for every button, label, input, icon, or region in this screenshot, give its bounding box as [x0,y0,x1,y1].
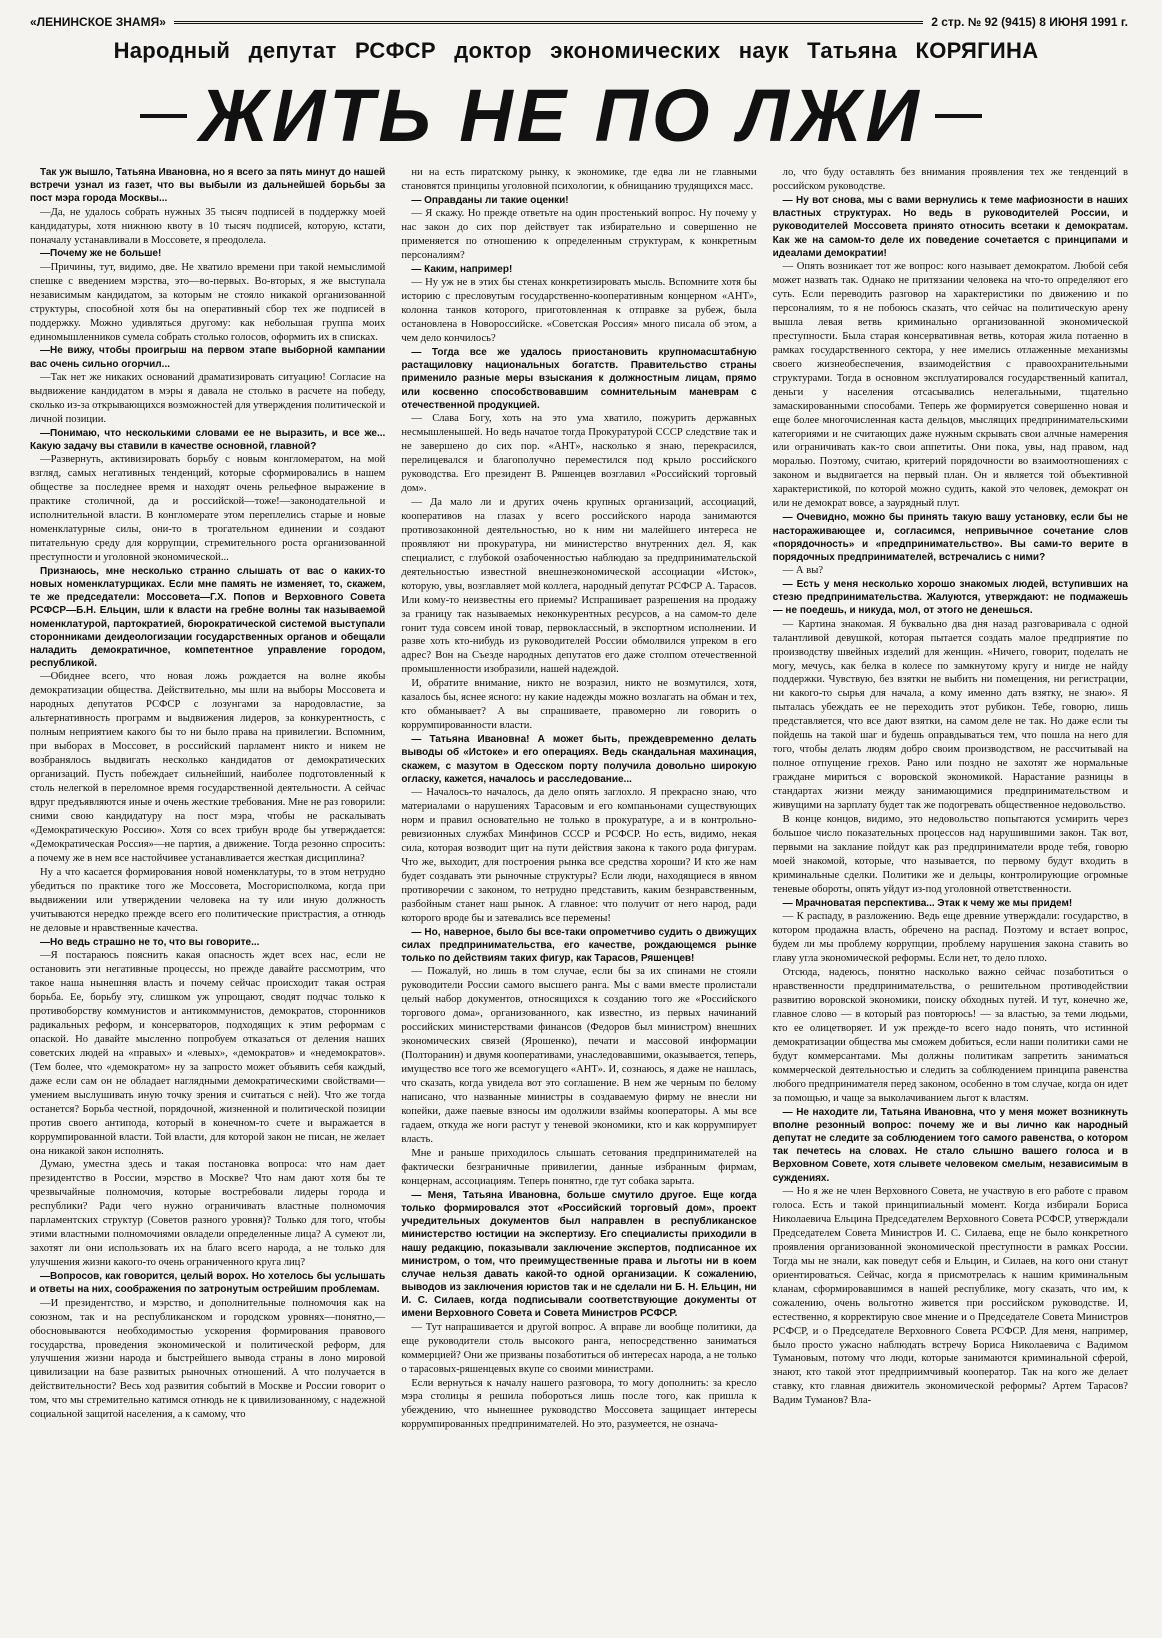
interview-answer: —Развернуть, активизировать борьбу с новым конгломератом, на мой взгляд, самых негативных тенденций, которые сформировались в нашем обществе за последнее время и находят очень рельефное выражение в практике столичной, да и российской—тоже!—законодательной и исполнительной власти. В конгломерате этом переплелись старые и новые номенклатурные силы, они-то в трогательном единении и создают питательную среду для коррупции, стремительного роста организованной преступности и уголовной экономической... [30,454,386,563]
interview-question: —Но ведь страшно не то, что вы говорите... [40,936,260,948]
interview-answer: — Пожалуй, но лишь в том случае, если бы за их спинами не стояли руководители России самого высшего ранга. Мы с вами вместе пролистали целый набор документов, относящихся к созданию того же «Российского торгового дома», организованного, как известно, из первых начинаний российских министерствами финансов (Федоров был министром) внешних экономических связей (Ярошенко), печати и массовой информации (Полторанин) и двумя кооперативами, унаследовавшими, оказывается, теперь, имущество все того же всемогущего «АНТ». И, сознаюсь, я даже не нашлась, что сказать, когда увидела вот это соглашение. В нем же черным по белому написано, что названные министры в создаваемую фирму не внесли ни копейки, даже паевые взносы им одолжили взаймы кооператоры. А мы все гадаем, откуда же ноги растут у теневой экономики, кто и как коррумпирует власть. [401,966,757,1145]
interview-question: — Но, наверное, было бы все-таки опрометчиво судить о движущих силах предпринимательства, его качестве, рождающемся рынке только по действиям таких фигур, как Тарасов, Ряшенцев! [401,926,757,965]
interview-question: — Оправданы ли такие оценки! [411,194,569,206]
headline-left-rule [140,114,187,118]
interview-answer: И, обратите внимание, никто не возразил, никто не возмутился, хотя, казалось бы, яснее ясного: ну какие надежды можно возлагать на обман и тех, кто обманывает? А вы спрашиваете, правомерно ли говорить о коррумпированности власти. [401,678,757,732]
interview-question: — Каким, например! [411,264,513,275]
interview-question: —Понимаю, что несколькими словами ее не выразить, и все же... Какую задачу вы ставили в качестве основной, главной? [30,427,386,452]
interview-answer: —И президентство, и мэрство, и дополнительные полномочия как на союзном, так и на республиканском и городском уровнях—понятно,—обосновываются необходимостью ускорения формирования правового государства, проведения экономической и политической реформ, для улучшения жизни народа и быстрейшего вывода страны в лоно мировой цивилизации на базе развитых рыночных отношений. А что получается в действительности? Весь ход развития событий в Москве и России говорит о том, что мы стремительно катимся отнюдь не к цивилизованному, с надежной социальной защитой населения, а к самому, что [30,1297,386,1421]
interview-answer: Мне и раньше приходилось слышать сетования предпринимателей на фактически безграничные привилегии, данные избранным фирмам, концернам, ассоциациям. Теперь понятно, где тут собака зарыта. [401,1147,757,1187]
interview-answer: Думаю, уместна здесь и такая постановка вопроса: что нам дает президентство в России, мэрство в Москве? Что нам дают хотя бы те чрезвычайные полномочия, которые востребовали лидеры города и республики? Ради чего нужно ограничивать властные полномочия парламентских структур (Советов разного уровня)? Только для того, чтобы этими властными полномочиями овладели определенные лица? А сумеют ли, захотят ли они использовать их на благо всего народа, а не только для улучшения жизни какого-то очень ограниченного круга лиц? [30,1159,386,1269]
masthead [30,10,1128,34]
interview-answer: —Обиднее всего, что новая ложь рождается на волне якобы демократизации общества. Действительно, мы шли на выборы Моссовета и народных депутатов РСФСР с лозунгами за народовластие, за альтернативность программ и выдвижения лидеров, за конкурентность, с полным неприятием какого бы то ни было права на привилегии. Вспомним, при выборах в Моссовет, в российский парламент никто и никем не возбранялось выдвигать несколько кандидатов от демократических организаций. Пусть побеждает сильнейший, наиболее подготовленный к столь нелегкой в переломное время государственной деятельности. А сейчас вдруг предъявляются иные и очень жесткие требования. Мне не раз говорили: сними свою кандидатуру на пост мэра, чтобы не раскалывать «Демократическую Россию». Хотя со всех трибун вроде бы утверждается: «Демократическая Россия»—не партия, а движение. Тогда резонно спросить: а почему же в нем все настойчивее устанавливается жесткая дисциплина? [30,671,386,864]
interview-answer: —Я постараюсь пояснить какая опасность ждет всех нас, если не остановить эти негативные процессы, но прежде давайте рассмотрим, что такое наша нынешняя власть и почему сейчас происходит такая острая борьба. Ее, борьбу эту, слишком уж упрощают, сводят подчас только к противоборству коммунистов и антикоммунистов, демократов, сторонников радикальных реформ, и консерваторов, подходящих к этим реформам с опаской. Но давайте мысленно попробуем отказаться от деления наших советских людей на «правых» и «левых», «демократов» и «недемократов». (Тем более, что «демократом» ну за запросто может объявить себя каждый, даже если сам он не обладает наглядными демократическими свойствами—умением выслушивать иную точку зрения и считаться с ней). Что же тогда останется? Борьба честной, порядочной, жизненной и политической позиции против своего антипода, который в конечном-то счете и выражается в коррумпированной власти. Той власти, для которой закон не писан, не желает она никакой закон исполнять. [30,949,386,1157]
interview-answer: — Но я же не член Верховного Совета, не участвую в его работе с правом голоса. Есть и такой принципиальный момент. Когда избирали Бориса Николаевича Ельцина Председателем Верховного Совета РСФСР, утверждали Председателем Совета Министров И. С. Силаева, еще не было конкретного проявления организованной экономической преступности в рамках России. Тогда мы не знали, как поведут себя и Ельцин, и Силаев, на кого они станут ориентироваться. Сейчас, когда я присмотрелась к нашим криминальным кланам, сформировавшимся в нашей республике, могу сказать, что им, к сожалению, очень вольготно живется при российском руководстве. И, естественно, я корректирую свое мнение и о Председателе Совета Министров РСФСР, и о Председателе Верховного Совета РСФСР. Для меня, например, было просто ужасно наблюдать встречу Бориса Николаевича с Вадимом Тумановым, потому что люди, которые занимаются криминальной сферой, знают, кто такой этот предприимчивый кооператор. Так на кого же делает ставку, кто главная движитель экономической реформы? Артем Тарасов? Вадим Туманов? Вла- [772,1185,1128,1407]
issue-info: 2 стр. № 92 (9415) 8 ИЮНЯ 1991 г. [931,15,1128,29]
interview-answer: — К распаду, в разложению. Ведь еще древние утверждали: государство, в котором продажна власть, обречено на распад. Поэтому и встает вопрос, будем ли мы проблему коррупции, проблему нарушения закона ставить во главу угла экономической реформы. Если нет, то дело плохо. [772,911,1128,965]
interview-question: — Мрачноватая перспектива... Этак к чему же мы придем! [782,897,1073,909]
interview-answer: — Картина знакомая. Я буквально два дня назад разговаривала с одной талантливой девушкой, которая пытается создать малое предприятие по производству швейных изделий для женщин. «Ничего, говорит, поделать не могу, мечусь, как белка в колесе по замкнутому кругу и нигде не найду поддержки. Чувствую, без взятки не выбить ни помещения, ни регистрации, ни какого-то сырья для начала, а кому именно дать взятку, не знаю». Я пыталась убеждать ее не переходить этот рубикон. Тебе, говорю, лишь представляется, что все дают взятки, на самом деле не так. Но даже если ты пойдешь на такой шаг и будешь оправдываться тем, что пошла на него для того, чтобы делать людям добро своим производством, не рассчитывай на полное отпущение грехов. Рано или поздно не захотят же нормальные граждане мириться с воровской экономикой. Нарастание разницы в стандартах жизни между занимающимися предпринимательством и живущими на зарплату будет так же подогревать общественное недовольство. [772,618,1128,812]
interview-answer: — Началось-то началось, да дело опять заглохло. Я прекрасно знаю, что материалами о нарушениях Тарасовым и его компаньонами существующих норм и правил основательно не только в прокуратуре, а и в контрольно-ревизионных службах Минфинов СССР и РСФСР. Но есть, видимо, некая сила, которая возводит щит на пути действия закона к такого рода фигурам. Что же, выходит, для построения рынка все средства хороши? И кто же нам будет создавать эти рыночные структуры? Если люди, находящиеся в явном противоречии с законом, то нетрудно представить, каким безнравственным, разбойным станет наш рынок. А главное: что получит от него народ, ради которого вроде бы и затевались все перемены! [401,787,757,924]
newspaper-name: «ЛЕНИНСКОЕ ЗНАМЯ» [30,15,166,29]
interview-answer: — Я скажу. Но прежде ответьте на один простенький вопрос. Ну почему у нас закон до сих пор действует так избирательно и совершенно не применяется по отношению к определенным структурам, к конкретным персоналиям? [401,208,757,262]
interview-question: Так уж вышло, Татьяна Ивановна, но я всего за пять минут до нашей встречи узнал из газет, что вы выбыли из дальнейшей борьбы за пост мэра города Москвы... [30,167,386,205]
interview-answer: В конце концов, видимо, это недовольство попытаются усмирить через большое число показательных процессов над нарушившими закон. Так вот, первыми на заклание пойдут как раз предприниматели вроде тебя, говорю моей знакомой, которые, что называется, по первому будут входить в криминальные сделки. Политики же и дельцы, контролирующие огромные теневые обороты, опять уйдут из-под уголовной ответственности. [772,814,1128,895]
interview-answer: ни на есть пиратскому рынку, к экономике, где едва ли не главными становятся принципы уголовной психологии, к обнищанию трудящихся масс. [401,167,757,192]
interview-question: — Тогда все же удалось приостановить крупномасштабную растащиловку национальных богатств. Правительство страны применило разные меры взыскания к должностным лицам, прямо или косвенно способствовавшим сомнительным маневрам с отечественной продукцией. [401,347,757,411]
interview-answer: Отсюда, надеюсь, понятно насколько важно сейчас позаботиться о нравственности предпринимательства, о решительном противодействии развитию воровской экономики, поиску обходных путей. И тут, конечно же, главное слово — в который раз повторюсь! — за властью, за теми людьми, кто ее олицетворяет. И уж прежде-то всего надо понять, что истинной демократизации общества мы сможем добиться, если наши политики сами не будут коммерсантами. Мы должны политикам запретить заниматься коммерческой деятельностью и следить за соблюдением принципа равенства любого предпринимателя перед законом, особенно в том случае, когда он идет за помощью, и чаще за выколачиванием льгот к властям. [772,967,1128,1104]
author-byline: Народный депутат РСФСР доктор экономических наук Татьяна КОРЯГИНА [113,38,1039,63]
interview-answer: — Ну уж не в этих бы стенах конкретизировать мысль. Вспомните хотя бы историю с пресловутым государственно-кооперативным концерном «АНТ», колонна танков которого, приготовленная к отправке за рубеж, была остановлена в Новороссийске. «Советская Россия» много писала об этом, а чем дело кончилось? [401,277,757,345]
interview-answer: — Да мало ли и других очень крупных организаций, ассоциаций, кооперативов на глазах у всего российского народа занимаются противозаконной деятельностью, но к ним ни малейшего интереса не проявляют ни прокуратура, ни министерство внутренних дел. Я, как специалист, с глубокой озабоченностью наблюдаю за предпринимательской деятельностью известной внешнеэкономической ассоциации «Исток», которую, увы, возглавляет мой коллега, народный депутат РСФСР А. Тарасов. Или кому-то неизвестны его приемы? Испрашивает разрешения на продажу за границу так называемых неконкурентных ресурсов, а на самом-то деле гонит туда совсем иной товар, первоклассный, в экспортном исполнении. И разве хоть кто-нибудь из руководителей России обмолвился упреком в его адрес? Вон на Съезде народных депутатов его даже столпом отечественной промышленности изобразили, нашей надеждой. [401,496,757,676]
interview-question: Признаюсь, мне несколько странно слышать от вас о каких-то новых номенклатурщиках. Если мне память не изменяет, то, скажем, те же председатели: Моссовета—Г.Х. Попов и Верховного Совета РСФСР—Б.Н. Ельцин, шли к власти на гребне волны так называемой номенклатурой, партократией, бюрократической системой выступали сторонниками деидеологизации государственных органов и обещали наладить демократичное, компетентное управление городом, республикой. [30,565,386,670]
headline-right-rule [935,114,982,118]
interview-answer: —Причины, тут, видимо, две. Не хватило времени при такой немыслимой спешке с введением мэрства, это—во-первых. Во-вторых, я же выступала независимым кандидатом, за которым не стояло никакой организованной структуры, способной хотя бы на оперативный сбор тех же подписей в поддержку. Можно удивляться другому: как небольшая группа моих единомышленников сумела собрать столько голосов, оформить их в списках. [30,261,386,343]
article-column-1 [30,166,385,1634]
interview-question: — Меня, Татьяна Ивановна, больше смутило другое. Еще когда только формировался этот «Российский торговый дом», проект учредительных документов был направлен в республиканское министерство юстиции на экспертизу. Его специалисты приходили в нашу редакцию, показывали заключение экспертов, подписанное их министром, о том, что преимущественные права и льготы ни в коем случае нельзя давать какой-то одной организации. К сожалению, выводов из заключения юристов так и не сделали ни Б. Н. Ельцин, ни И. С. Силаев, когда подписывали соответствующие документы от имени Верховного Совета и Совета Министров РСФСР. [401,1189,757,1320]
headline: ЖИТЬ НЕ ПО ЛЖИ [199,74,923,157]
article-column-2 [401,166,756,1634]
interview-question: —Почему же не больше! [40,248,162,260]
interview-question: —Не вижу, чтобы проигрыш на первом этапе выборной кампании вас очень сильно огорчил... [30,345,386,370]
article-body [30,166,1128,1634]
interview-answer: ло, что буду оставлять без внимания проявления тех же тенденций в российском руководстве. [772,167,1128,192]
interview-question: — Ну вот снова, мы с вами вернулись к теме мафиозности в наших властных структурах. Но ведь в руководителей России, и руководителей Моссовета принято относить всетаки к демократам. Как же на самом-то деле их поведение сочетается с принципами и идеалами демократии! [772,194,1128,259]
interview-question: —Вопросов, как говорится, целый ворох. Но хотелось бы услышать и ответы на них, соображения по затронутым острейшим проблемам. [30,1271,386,1296]
interview-answer: —Так нет же никаких оснований драматизировать ситуацию! Согласие на выдвижение кандидатом в мэры я давала не столько в расчете на победу, сколько из-за открывающихся возможностей для утверждения политической и личной позиции. [30,371,386,425]
interview-question: — Есть у меня несколько хорошо знакомых людей, вступивших на стезю предпринимательства. Жалуются, утверждают: не подмажешь — не поедешь, и никуда, мол, от этого не денешься. [772,579,1128,617]
interview-answer: — Тут напрашивается и другой вопрос. А вправе ли вообще политики, да еще руководители столь высокого ранга, непосредственно заниматься коммерцией? Они же призваны позаботиться об интересах народа, а не только о тарасовых-ряшенцевых вкупе со своими министрами. [401,1321,757,1375]
article-column-3 [773,166,1128,1634]
interview-answer: Ну а что касается формирования новой номенклатуры, то в этом нетрудно убедиться по практике того же Моссовета, Мосгорисполкома, когда при выдвижении или утверждении человека на ту или иную должность учитываются нередко прежде всего его политические пристрастия, а отнюдь не деловые и нравственные качества. [30,866,386,934]
headline-row [140,74,982,157]
interview-answer: Если вернуться к началу нашего разговора, то могу дополнить: за кресло мэра столицы я решила побороться лишь после того, как пришла к убеждению, что нынешнее руководство Моссовета защищает интересы коррумпированных предпринимателей. Но это, разумеется, не означа- [401,1377,757,1431]
interview-question: — Татьяна Ивановна! А может быть, преждевременно делать выводы об «Истоке» и его операциях. Ведь скандальная махинация, скажем, с мазутом в Одесском порту получила довольно широкую огласку, кажется, началось и расследование... [401,734,757,785]
interview-question: — Не находите ли, Татьяна Ивановна, что у меня может возникнуть вполне резонный вопрос: почему же и вы лично как народный депутат не следите за соблюдением того самого равенства, о котором так печетесь на словах. Не стало слышно вашего голоса и в Верховном Совете, хотя слывете человеком смелым, независимым в суждениях. [772,1106,1128,1184]
interview-answer: — Слава Богу, хоть на это ума хватило, пожурить державных несмышленышей. Но ведь начатое тогда Прокуратурой СССР следствие так и не завершено до сих пор. «АНТ», насколько я знаю, перекрасился, перелицевался и благополучно переместился под крыло российского руководства. Его президент В. Ряшенцев возглавил «Российский торговый дом». [401,412,757,494]
interview-answer: —Да, не удалось собрать нужных 35 тысяч подписей в поддержку моей кандидатуры, хотя нижнюю квоту в 10 тысяч подписей, которую, кстати, поначалу устанавливали в Моссовете, я преодолела. [30,206,386,246]
interview-answer: — Опять возникает тот же вопрос: кого называет демократом. Любой себя может назвать так. Однако не притязании человека на что-то определяют его суть. Если переводить разговор на характеристики по движению и по персоналиям, то я не побоюсь сказать, что сейчас на политическую арену вышла левая ветвь криминально организованной экономической преступности. Была старая консервативная ветвь, которая жила потаенно в рамках государственного сектора, у нее имелись отлаженные механизмы своего жизнеобеспечения, взаимодействия с правоохранительными структурами. Тогда в основном эксплуатировался государственный капитал, деньги у населения отсасывались нелегальными, тщательно замаскированными способами. Теперь же формируется совершенно новая и еще более многочисленная каста дельцов, мыслящих предпринимательскими категориями и не считающих даже нужным скрывать свои алчные намерения или ограничивать как-то свои аппетиты. Они пока, увы, над правом, над моралью. Поэтому, считаю, критерий порядочности во взаимоотношениях с законом и выдвигается на первый план. Он и является той объективной характеристикой, по которой можно судить, какой это человек, демократ он или не демократ вовсе, а заурядный плут. [772,260,1128,510]
masthead-rule [174,21,923,24]
interview-answer: — А вы? [782,565,824,577]
interview-question: — Очевидно, можно бы принять такую вашу установку, если бы не настораживающее и, согласимся, непривычное сочетание слов «порядочность» и «предпринимательство». Вы сами-то верите в порядочных предпринимателей, встречались с ними? [772,512,1128,563]
